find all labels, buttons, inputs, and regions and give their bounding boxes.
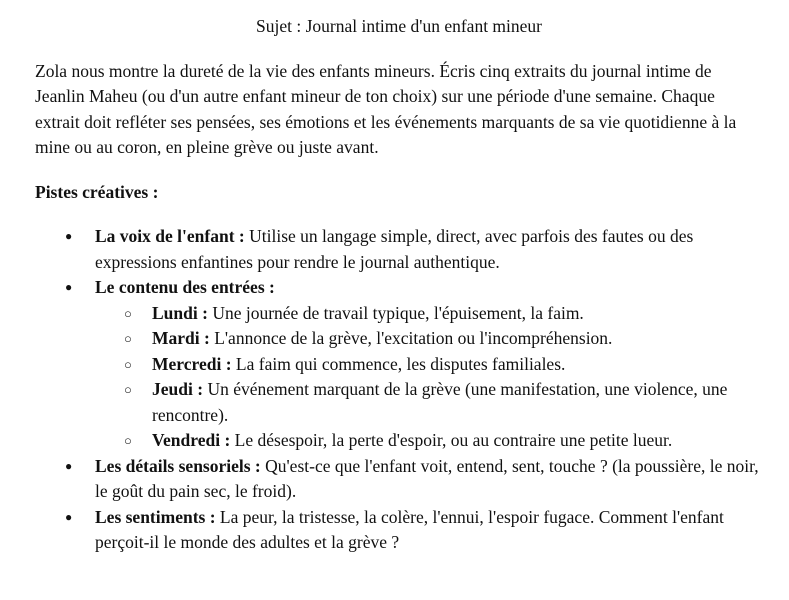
item-text: Qu'est-ce que l'enfant voit, entend, sent, touche ? (la poussière, le noir, le goût du pain sec, le froid). [95, 455, 759, 501]
day-item-vendredi [152, 428, 759, 454]
list-item-sentiments [95, 505, 759, 556]
item-label: Les détails sensoriels : [95, 455, 261, 476]
day-label: Vendredi : [152, 430, 231, 450]
item-label: Le contenu des entrées : [95, 277, 275, 297]
day-text: La faim qui commence, les disputes familiales. [231, 353, 566, 374]
page-title: Sujet : Journal intime d'un enfant mineur [255, 16, 542, 36]
day-text: Le désespoir, la perte d'espoir, ou au contraire une petite lueur. [230, 430, 673, 450]
item-label: Les sentiments : [95, 506, 216, 527]
day-label: Lundi : [152, 302, 208, 323]
list-item-sensoriels [95, 454, 759, 505]
item-label: La voix de l'enfant : [95, 226, 245, 246]
day-label: Mardi : [152, 328, 210, 348]
pistes-list [35, 224, 759, 556]
intro-paragraph: Zola nous montre la dureté de la vie des enfants mineurs. Écris cinq extraits du journal intime de Jeanlin Maheu (ou d'un autre enfant mineur de ton choix) sur une période d'une semaine. Chaque extrait doit refléter ses pensées, ses émotions et les événements marquants de sa vie quotidienne à la mine ou au coron, en pleine grève ou juste avant. [35, 60, 737, 157]
day-label: Jeudi : [152, 379, 204, 399]
day-item-mardi [152, 326, 759, 352]
day-item-mercredi [152, 352, 759, 378]
day-item-lundi [152, 301, 759, 327]
days-list [95, 301, 759, 454]
item-text: La peur, la tristesse, la colère, l'ennui, l'espoir fugace. Comment l'enfant perçoit-il le monde des adultes et la grève ? [95, 506, 724, 552]
day-text: Un événement marquant de la grève (une manifestation, une violence, une rencontre). [152, 379, 728, 425]
pistes-heading: Pistes créatives : [35, 181, 159, 202]
list-item-contenu [95, 275, 759, 454]
item-text: Utilise un langage simple, direct, avec parfois des fautes ou des expressions enfantines pour rendre le journal authentique. [95, 226, 694, 272]
day-text: Une journée de travail typique, l'épuisement, la faim. [207, 302, 584, 323]
day-item-jeudi [152, 377, 759, 428]
day-text: L'annonce de la grève, l'excitation ou l'incompréhension. [209, 328, 613, 348]
list-item-voix [95, 224, 759, 275]
day-label: Mercredi : [152, 353, 232, 374]
